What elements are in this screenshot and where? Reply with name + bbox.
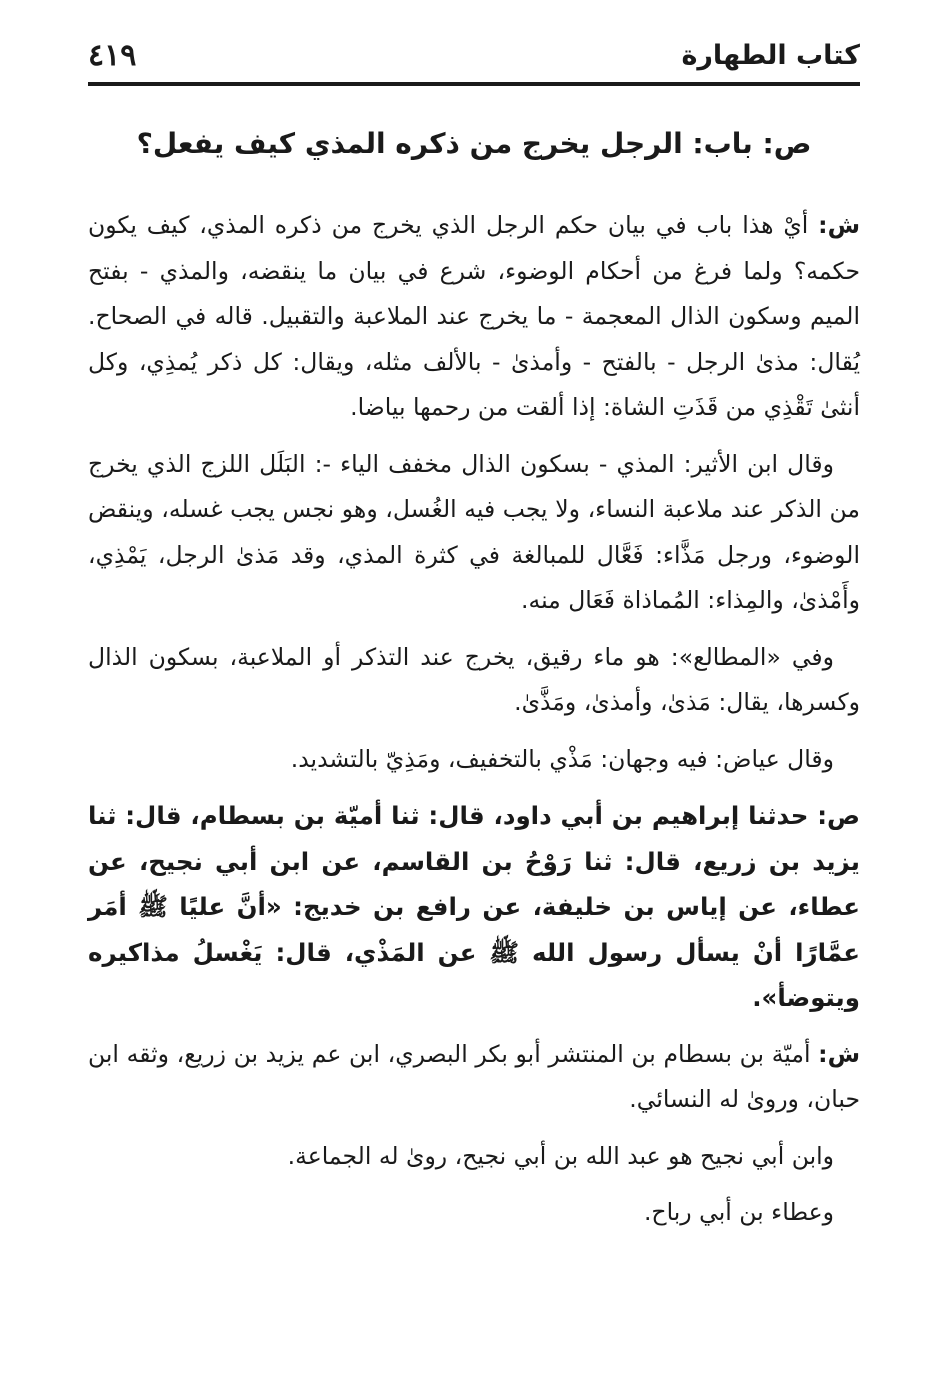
paragraph-text: حدثنا إبراهيم بن أبي داود، قال: ثنا أميّة بن بسطام، قال: ثنا يزيد بن زريع، قال: ثنا رَوْحُ بن القاسم، عن ابن أبي نجيح، عن عطاء، عن إياس بن خليفة، عن رافع بن خديج: «أنَّ عليًا ﷺ أمَر عمَّارًا أنْ يسأل رسول الله ﷺ عن المَذْي، قال: يَغْسلُ مذاكيره ويتوضأ».: [88, 801, 860, 1012]
page-header: [88, 30, 860, 80]
ata-paragraph: وعطاء بن أبي رباح.: [643, 1198, 834, 1226]
commentary-marker: ش:: [818, 1039, 860, 1068]
section-heading: ص: باب: الرجل يخرج من ذكره المذي كيف يفعل؟: [136, 127, 812, 160]
text-marker: ص:: [817, 801, 860, 830]
narrator-paragraph: [88, 1032, 860, 1123]
body-text: [88, 203, 860, 1247]
commentary-marker: ش:: [818, 211, 860, 239]
hadith-paragraph: [88, 793, 860, 1021]
ibn-athir-paragraph: وقال ابن الأثير: المذي - بسكون الذال مخفف الياء -: البَلَل اللزج الذي يخرج من الذكر عند ملاعبة النساء، ولا يجب فيه الغُسل، وهو نجس يجب غسله، وينقض الوضوء، ورجل مَذَّاء: فَعَّال للمبالغة في كثرة المذي، وقد مَذىٰ الرجل، يَمْذِي، وأَمْذىٰ، والمِذاء: المُماذاة فَعَال منه.: [88, 449, 860, 614]
page-number: ٤١٩: [88, 37, 137, 73]
matali-paragraph: وفي «المطالع»: هو ماء رقيق، يخرج عند التذكر أو الملاعبة، بسكون الذال وكسرها، يقال: مَذىٰ، وأمذىٰ، ومَذَّىٰ.: [88, 642, 860, 716]
paragraph-text: أميّة بن بسطام بن المنتشر أبو بكر البصري، ابن عم يزيد بن زريع، وثقه ابن حبان، وروىٰ له النسائي.: [88, 1039, 860, 1113]
ibn-abi-najih-paragraph: وابن أبي نجيح هو عبد الله بن أبي نجيح، روىٰ له الجماعة.: [287, 1141, 834, 1170]
header-rule: [88, 82, 860, 86]
iyad-paragraph: وقال عياض: فيه وجهان: مَذْي بالتخفيف، ومَذِيّ بالتشديد.: [290, 744, 834, 773]
commentary-paragraph: [88, 203, 860, 431]
paragraph-text: أيْ هذا باب في بيان حكم الرجل الذي يخرج من ذكره المذي، كيف يكون حكمه؟ ولما فرغ من أحكام الوضوء، شرع في بيان ما ينقضه، والمذي - بفتح الميم وسكون الذال المعجمة - ما يخرج عند الملاعبة والتقبيل. قاله في الصحاح. يُقال: مذىٰ الرجل - بالفتح - وأمذىٰ - بالألف مثله، ويقال: كل ذكر يُمذِي، وكل أنثىٰ تَقْذِي من قَذَتِ الشاة: إذا ألقت من رحمها بياضا.: [88, 211, 860, 421]
running-title: كتاب الطهارة: [681, 39, 860, 71]
